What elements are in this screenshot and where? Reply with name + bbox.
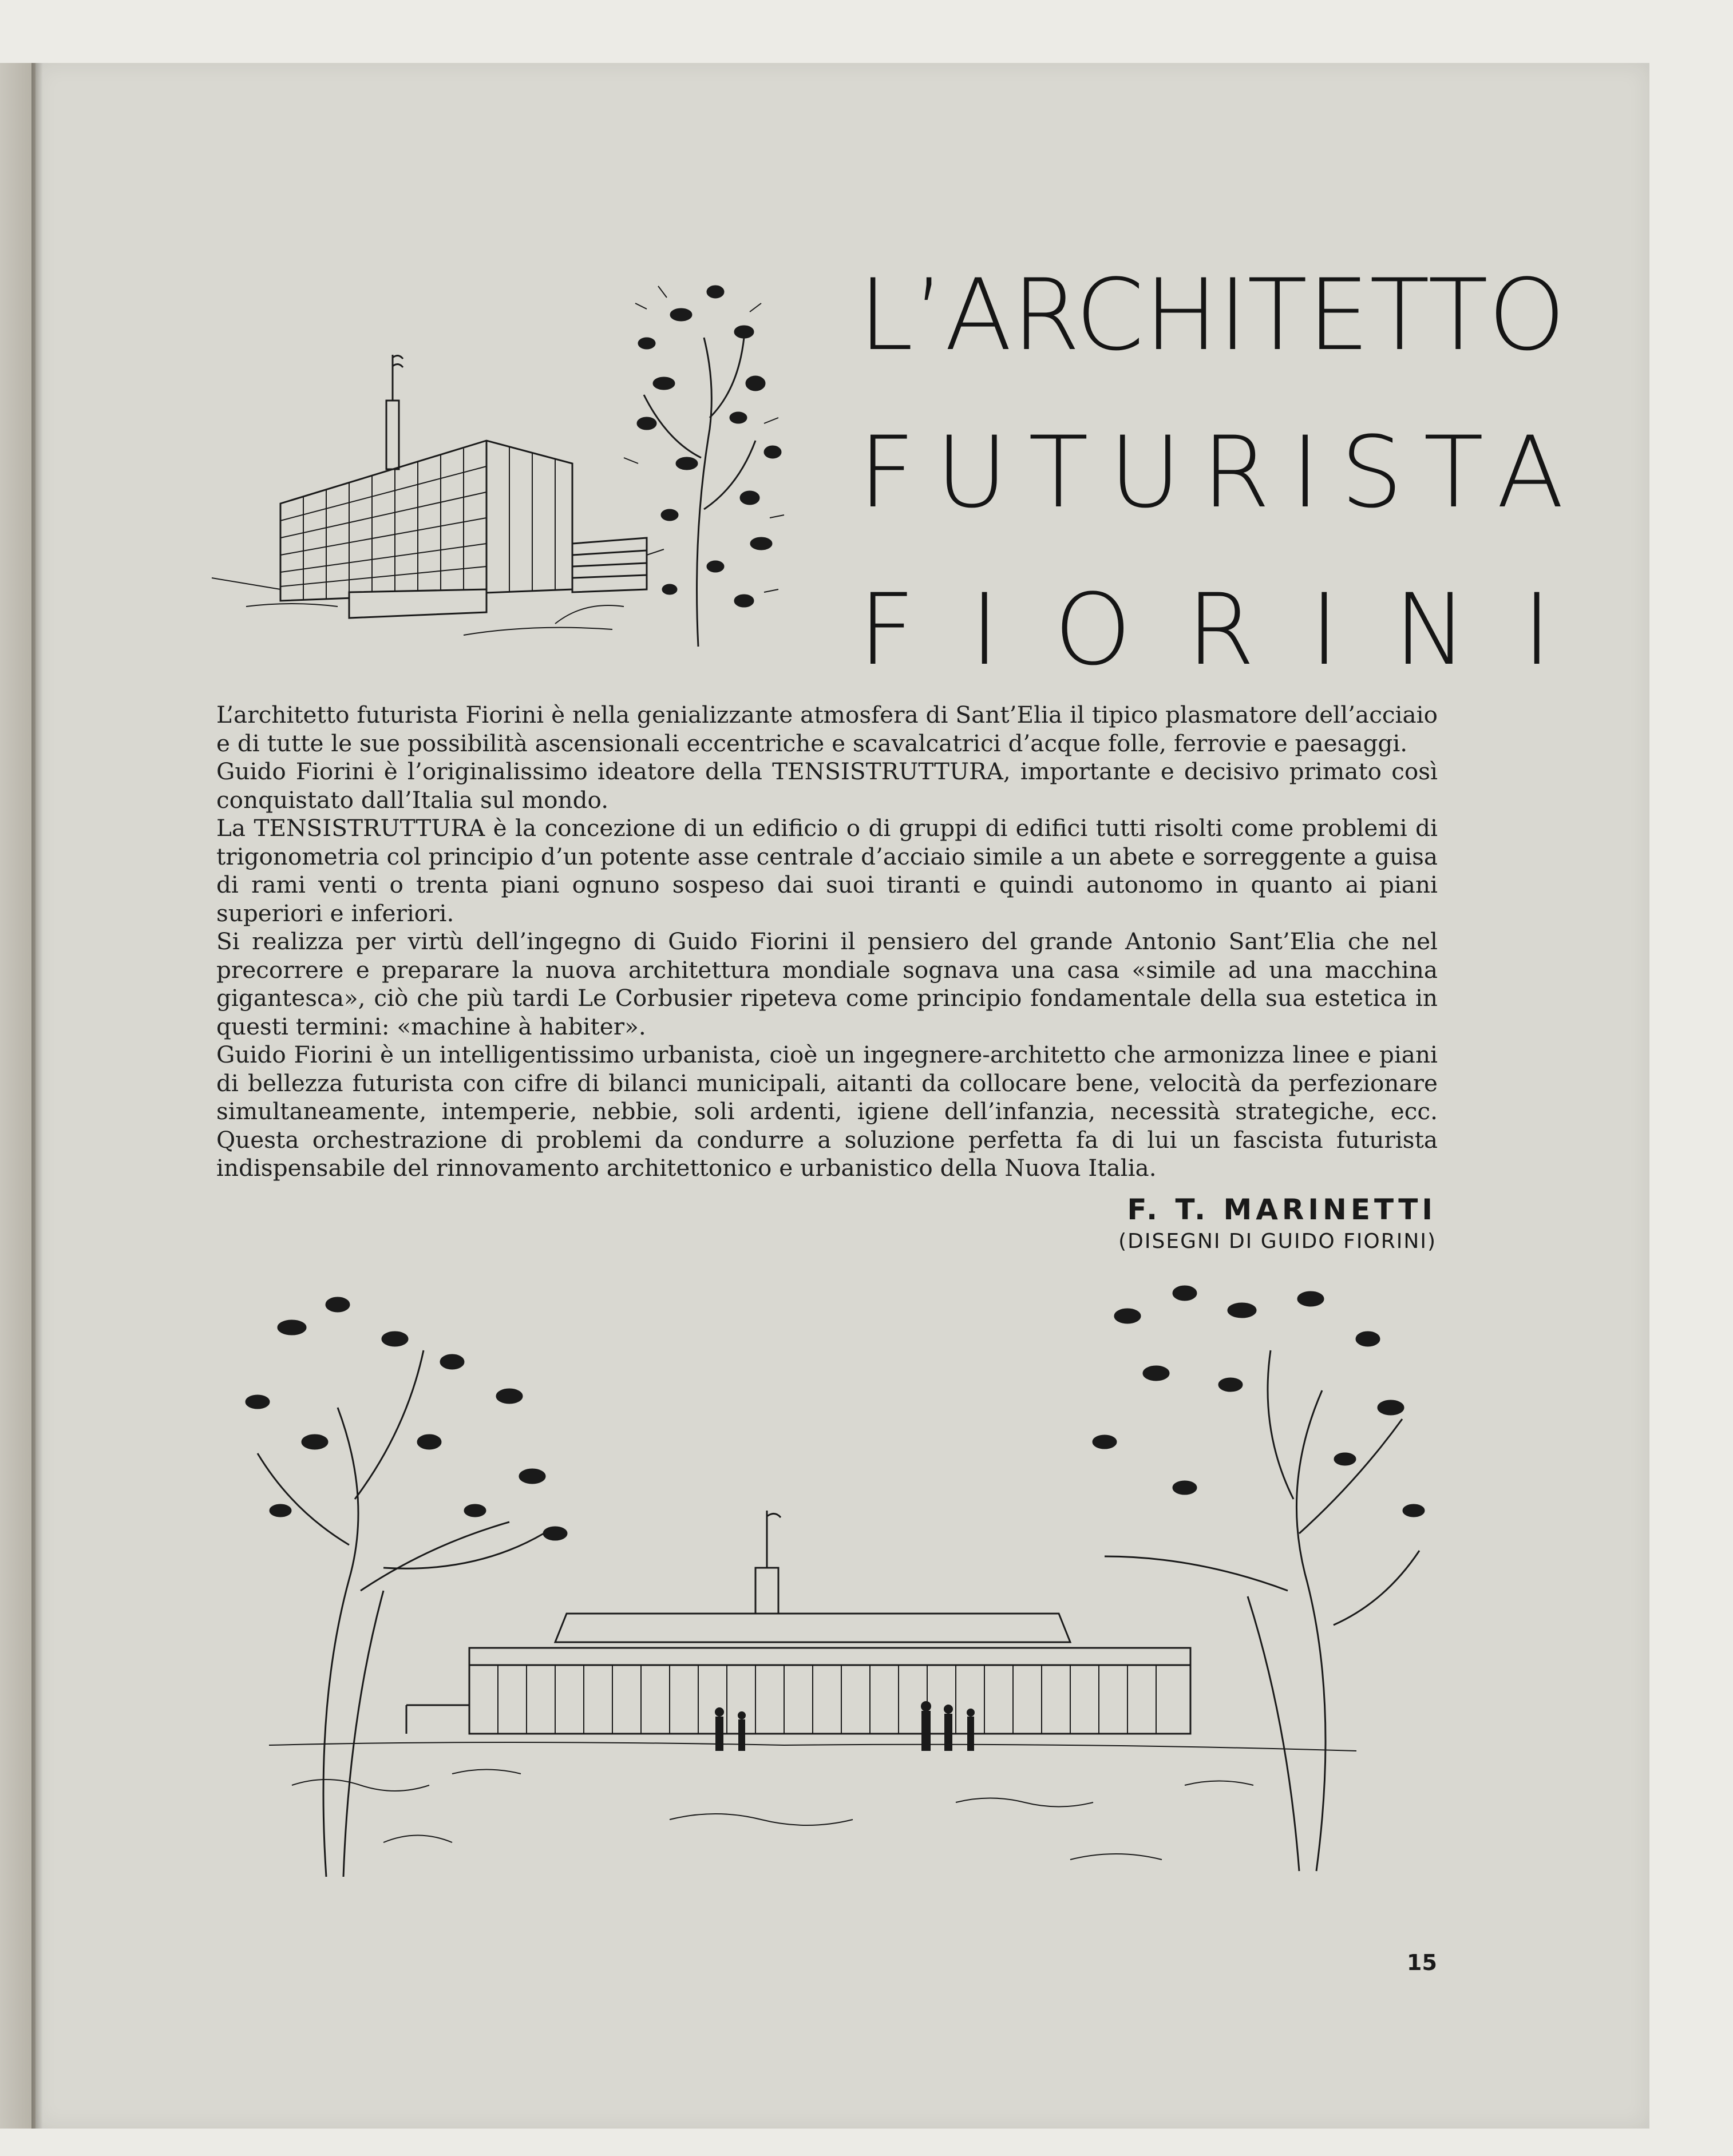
signature-block (1118, 1193, 1437, 1253)
facing-page-edge (0, 63, 35, 2129)
page-number: 15 (1407, 1950, 1437, 1975)
title-line-2: FUTURISTA (858, 415, 1585, 530)
building-tower (386, 401, 399, 469)
title-line-1: L’ARCHITETTO (858, 257, 1566, 372)
author-name: F. T. MARINETTI (1127, 1193, 1437, 1226)
page-gutter-shadow (31, 63, 43, 2129)
article-paragraph: L’architetto futurista Fiorini è nella genializzante atmosfera di Sant’Elia il tipico plasmatore dell’acciaio e di tutte le sue possibilità ascensionali eccentriche e scavalcatrici d’acque folle, ferrovie e paesaggi. (216, 701, 1438, 757)
drawing-credit: (DISEGNI DI GUIDO FIORINI) (1118, 1230, 1437, 1253)
article-paragraph: Guido Fiorini è l’originalissimo ideatore della TENSISTRUTTURA, importante e decisivo primato così conquistato dall’Italia sul mondo. (216, 758, 1438, 814)
tree-illustration (624, 286, 784, 647)
article-body (216, 701, 1438, 1183)
pavilion-illustration-bottom (212, 1270, 1442, 1888)
building-main-block (280, 441, 572, 601)
article-paragraph: Guido Fiorini è un intelligentissimo urbanista, cioè un ingegnere-architetto che armonizza linee e piani di bellezza futurista con cifre di bilanci municipali, aitanti da collocare bene, velocità da perfezionare simultaneamente, intemperie, nebbie, soli ardenti, igiene dell’infanzia, necessità strategiche, ecc. Questa orchestrazione di problemi da condurre a soluzione perfetta fa di lui un fascista futurista indispensabile del rinnovamento architettonico e urbanistico della Nuova Italia. (216, 1041, 1438, 1182)
article-paragraph: Si realizza per virtù dell’ingegno di Guido Fiorini il pensiero del grande Antonio Sant’Elia che nel precorrere e preparare la nuova architettura mondiale sognava una casa «simile ad una macchina gigantesca», ciò che più tardi Le Corbusier ripeteva come principio fondamentale della sua estetica in questi termini: «machine à habiter». (216, 928, 1438, 1040)
right-tree (1093, 1286, 1424, 1871)
building-illustration-top (212, 269, 801, 658)
title-line-3: FIORINI (858, 572, 1607, 687)
article-paragraph: La TENSISTRUTTURA è la concezione di un edificio o di gruppi di edifici tutti risolti come problemi di trigonometria col principio d’un potente asse centrale d’acciaio simile a un abete e sorreggente a guisa di rami venti o trenta piani ognuno sospeso dai suoi tiranti e quindi autonomo in quanto ai piani superiori e inferiori. (216, 814, 1438, 927)
